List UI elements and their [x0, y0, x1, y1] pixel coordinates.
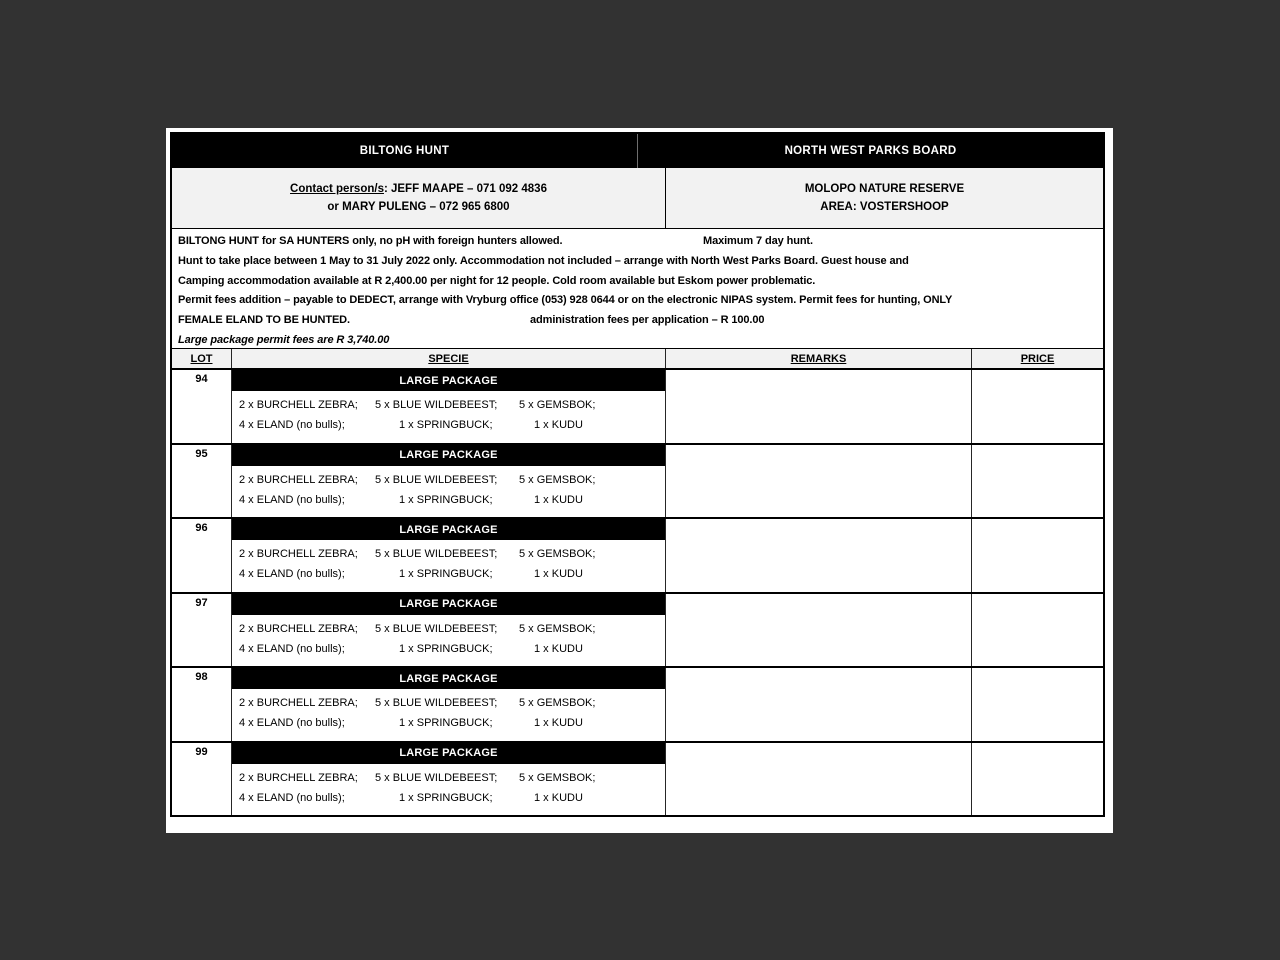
specie-item: 5 x BLUE WILDEBEEST; — [375, 697, 498, 709]
specie-item: 5 x GEMSBOK; — [519, 771, 596, 784]
table-row — [172, 668, 1103, 743]
contact-value: : JEFF MAAPE – 071 092 4836 — [383, 183, 547, 195]
table-row — [172, 594, 1103, 669]
specie-item: 2 x BURCHELL ZEBRA; — [239, 548, 358, 560]
reserve-cell — [666, 168, 1103, 228]
reserve-area: AREA: VOSTERSHOOP — [820, 201, 949, 213]
package-banner: LARGE PACKAGE — [232, 743, 665, 764]
contact-section — [172, 168, 1103, 229]
specie-item: 4 x ELAND (no bulls); — [239, 717, 345, 729]
notes-line-1b: Maximum 7 day hunt. — [703, 235, 813, 247]
doc-title-right: NORTH WEST PARKS BOARD — [784, 145, 957, 157]
specie-item: 5 x BLUE WILDEBEEST; — [375, 399, 498, 411]
specie-cell — [232, 370, 666, 443]
specie-line-1 — [232, 768, 665, 788]
specie-item: 5 x GEMSBOK; — [519, 697, 596, 709]
specie-line-1 — [232, 693, 665, 713]
lot-number: 97 — [172, 594, 232, 667]
specie-line-2 — [232, 490, 665, 510]
specie-line-2 — [232, 415, 665, 435]
contact-line2: or MARY PULENG – 072 965 6800 — [327, 201, 510, 213]
specie-item: 2 x BURCHELL ZEBRA; — [239, 473, 358, 486]
specie-cell — [232, 594, 666, 667]
notes-line-1 — [178, 232, 1103, 252]
contact-label: Contact person/s — [290, 183, 384, 195]
document-table — [170, 132, 1105, 817]
specie-item: 1 x SPRINGBUCK; — [399, 791, 493, 804]
specie-item: 5 x GEMSBOK; — [519, 548, 596, 560]
package-banner: LARGE PACKAGE — [232, 594, 665, 615]
specie-item: 5 x BLUE WILDEBEEST; — [375, 622, 498, 635]
price-cell — [972, 370, 1103, 443]
specie-item: 2 x BURCHELL ZEBRA; — [239, 771, 358, 784]
contact-line1 — [290, 183, 547, 195]
specie-item: 4 x ELAND (no bulls); — [239, 568, 345, 580]
specie-item: 1 x KUDU — [534, 791, 583, 804]
specie-item: 5 x BLUE WILDEBEEST; — [375, 771, 498, 784]
table-row — [172, 743, 1103, 816]
package-banner: LARGE PACKAGE — [232, 445, 665, 466]
specie-item: 2 x BURCHELL ZEBRA; — [239, 399, 358, 411]
table-row — [172, 445, 1103, 520]
specie-line-2 — [232, 639, 665, 659]
doc-title-left: BILTONG HUNT — [172, 134, 638, 168]
specie-cell — [232, 445, 666, 518]
remarks-cell — [666, 445, 972, 518]
specie-item: 1 x KUDU — [534, 419, 583, 431]
notes-line-3: Camping accommodation available at R 2,400.00 per night for 12 people. Cold room available but Eskom power problematic. — [178, 274, 816, 287]
table-row — [172, 519, 1103, 594]
specie-item: 1 x KUDU — [534, 642, 583, 655]
price-cell — [972, 668, 1103, 741]
specie-cell — [232, 519, 666, 592]
contact-cell — [172, 168, 666, 228]
specie-item: 1 x SPRINGBUCK; — [399, 419, 493, 431]
specie-item: 4 x ELAND (no bulls); — [239, 791, 345, 804]
specie-line-1 — [232, 470, 665, 490]
specie-cell — [232, 668, 666, 741]
reserve-name: MOLOPO NATURE RESERVE — [804, 183, 965, 195]
specie-line-2 — [232, 713, 665, 733]
lot-rows — [172, 370, 1103, 815]
table-header-row — [172, 349, 1103, 370]
remarks-cell — [666, 370, 972, 443]
lot-number: 98 — [172, 668, 232, 741]
specie-item: 1 x KUDU — [534, 568, 583, 580]
remarks-cell — [666, 594, 972, 667]
title-band — [172, 134, 1103, 168]
specie-item: 2 x BURCHELL ZEBRA; — [239, 622, 358, 635]
specie-item: 5 x GEMSBOK; — [519, 473, 596, 486]
specie-item: 1 x SPRINGBUCK; — [399, 717, 493, 729]
table-row — [172, 370, 1103, 445]
remarks-cell — [666, 668, 972, 741]
specie-item: 5 x BLUE WILDEBEEST; — [375, 473, 498, 486]
package-banner: LARGE PACKAGE — [232, 668, 665, 689]
specie-line-2 — [232, 564, 665, 584]
specie-item: 2 x BURCHELL ZEBRA; — [239, 697, 358, 709]
specie-item: 1 x SPRINGBUCK; — [399, 568, 493, 580]
notes-line-4: Permit fees addition – payable to DEDECT, arrange with Vryburg office (053) 928 0644 or on the electronic NIPAS system. Permit fees for hunting, ONLY — [178, 294, 953, 307]
specie-item: 5 x GEMSBOK; — [519, 622, 596, 635]
notes-section — [172, 229, 1103, 349]
notes-line-5a: FEMALE ELAND TO BE HUNTED. — [178, 314, 350, 327]
specie-item: 4 x ELAND (no bulls); — [239, 493, 345, 506]
price-cell — [972, 445, 1103, 518]
specie-item: 1 x KUDU — [534, 493, 583, 506]
specie-cell — [232, 743, 666, 816]
notes-line-6: Large package permit fees are R 3,740.00 — [178, 333, 390, 346]
notes-line-5b: administration fees per application – R 100.00 — [530, 314, 765, 327]
specie-item: 1 x KUDU — [534, 717, 583, 729]
package-banner: LARGE PACKAGE — [232, 370, 665, 391]
specie-item: 1 x SPRINGBUCK; — [399, 642, 493, 655]
specie-item: 1 x SPRINGBUCK; — [399, 493, 493, 506]
price-cell — [972, 743, 1103, 816]
column-header-price: PRICE — [1020, 352, 1055, 365]
notes-line-2: Hunt to take place between 1 May to 31 July 2022 only. Accommodation not included – arrange with North West Parks Board. Guest house and — [178, 254, 909, 267]
lot-number: 99 — [172, 743, 232, 816]
document-page — [166, 128, 1113, 833]
column-header-remarks: REMARKS — [666, 349, 972, 368]
price-cell — [972, 594, 1103, 667]
column-header-lot: LOT — [172, 349, 232, 368]
specie-line-2 — [232, 788, 665, 808]
lot-number: 95 — [172, 445, 232, 518]
specie-line-1 — [232, 544, 665, 564]
specie-line-1 — [232, 619, 665, 639]
notes-line-5 — [178, 311, 1103, 331]
price-cell — [972, 519, 1103, 592]
specie-item: 5 x GEMSBOK; — [519, 399, 596, 411]
column-header-specie: SPECIE — [232, 349, 666, 368]
notes-line-1a: BILTONG HUNT for SA HUNTERS only, no pH with foreign hunters allowed. — [178, 235, 563, 247]
remarks-cell — [666, 743, 972, 816]
specie-item: 5 x BLUE WILDEBEEST; — [375, 548, 498, 560]
specie-item: 4 x ELAND (no bulls); — [239, 419, 345, 431]
remarks-cell — [666, 519, 972, 592]
lot-number: 94 — [172, 370, 232, 443]
package-banner: LARGE PACKAGE — [232, 519, 665, 540]
specie-line-1 — [232, 395, 665, 415]
specie-item: 4 x ELAND (no bulls); — [239, 642, 345, 655]
lot-number: 96 — [172, 519, 232, 592]
